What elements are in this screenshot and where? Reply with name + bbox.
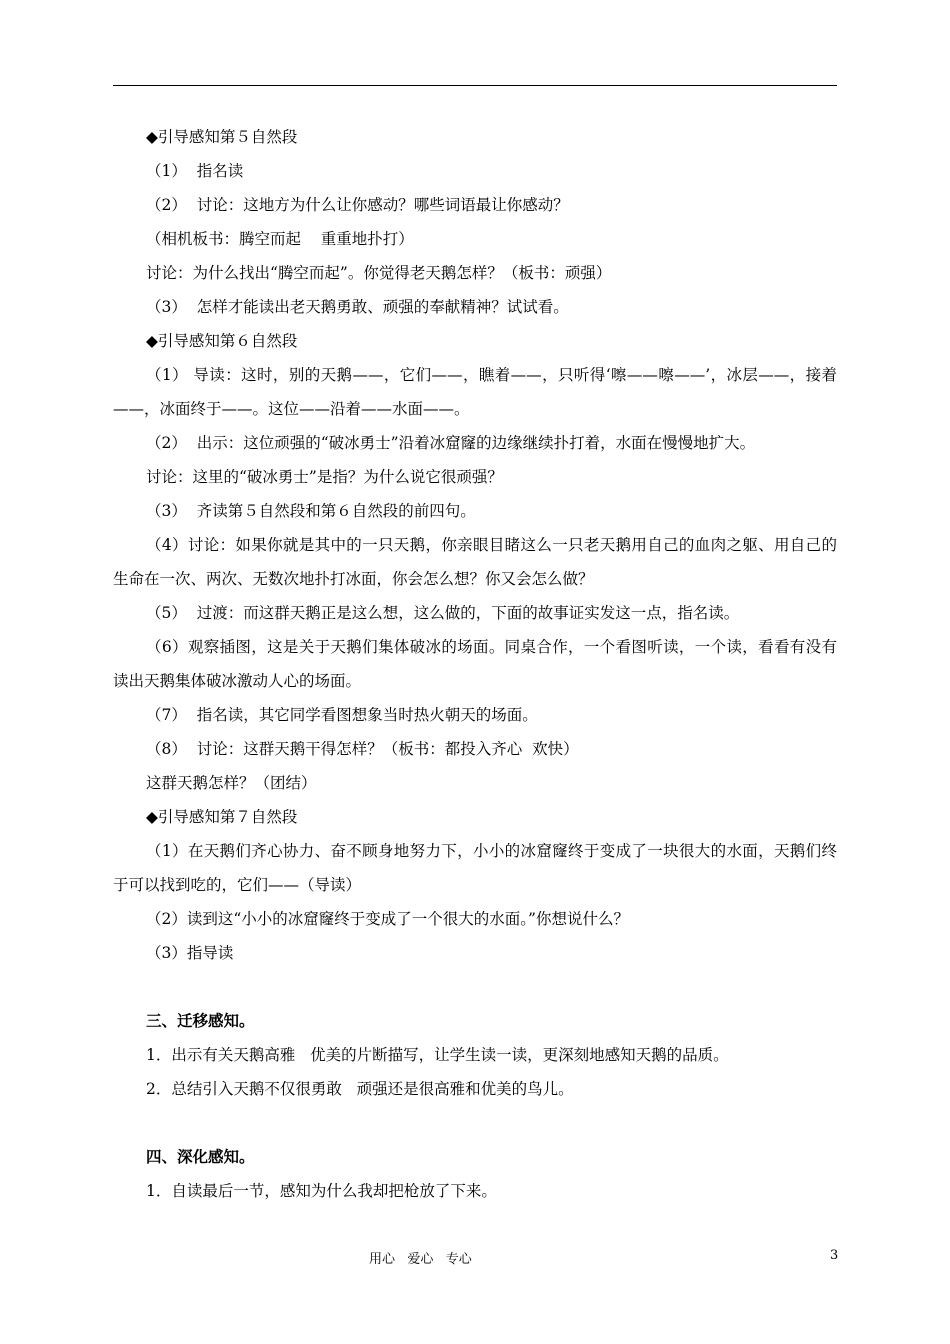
paragraph: （3） 怎样才能读出老天鹅勇敢、顽强的奉献精神？试试看。 xyxy=(146,298,569,316)
paragraph: （1）在天鹅们齐心协力、奋不顾身地努力下，小小的冰窟窿终于变成了一块很大的水面，天鹅们终于可以找到吃的，它们——（导读） xyxy=(113,842,837,894)
document-body xyxy=(113,120,837,1208)
paragraph: （6）观察插图，这是关于天鹅们集体破冰的场面。同桌合作，一个看图听读，一个读，看看有没有读出天鹅集体破冰激动人心的场面。 xyxy=(113,638,837,690)
paragraph: （2） 出示：这位顽强的“破冰勇士”沿着冰窟窿的边缘继续扑打着，水面在慢慢地扩大。 xyxy=(146,434,756,452)
list-item: 2．总结引入天鹅不仅很勇敢 顽强还是很高雅和优美的鸟儿。 xyxy=(146,1080,574,1098)
paragraph: （相机板书：腾空而起 重重地扑打） xyxy=(146,230,414,248)
paragraph: 讨论：这里的“破冰勇士”是指？为什么说它很顽强？ xyxy=(146,468,503,486)
section-heading: 三、迁移感知。 xyxy=(146,1011,255,1030)
page-footer xyxy=(0,1248,950,1270)
paragraph: （3）指导读 xyxy=(146,944,234,962)
paragraph: （7） 指名读，其它同学看图想象当时热火朝天的场面。 xyxy=(146,706,538,724)
paragraph: （2） 讨论：这地方为什么让你感动？哪些词语最让你感动？ xyxy=(146,196,569,214)
list-item: 1．出示有关天鹅高雅 优美的片断描写，让学生读一读，更深刻地感知天鹅的品质。 xyxy=(146,1046,729,1064)
paragraph: ◆引导感知第６自然段 xyxy=(146,332,298,350)
footer-motto: 用心 爱心 专心 xyxy=(369,1252,472,1267)
paragraph: （1） 导读：这时，别的天鹅——，它们——，瞧着——，只听得‘嚓——嚓——’，冰层——，接着——，冰面终于——。这位——沿着——水面——。 xyxy=(113,366,837,418)
paragraph: （4）讨论：如果你就是其中的一只天鹅，你亲眼目睹这么一只老天鹅用自己的血肉之躯、用自己的生命在一次、两次、无数次地扑打冰面，你会怎么想？你又会怎么做？ xyxy=(113,536,837,588)
section-heading: 四、深化感知。 xyxy=(146,1147,255,1166)
paragraph: 这群天鹅怎样？（团结） xyxy=(146,774,317,792)
paragraph: （8） 讨论：这群天鹅干得怎样？（板书：都投入齐心 欢快） xyxy=(146,740,579,758)
spacer xyxy=(113,1106,837,1140)
paragraph: （1） 指名读 xyxy=(146,162,244,180)
paragraph: （3） 齐读第５自然段和第６自然段的前四句。 xyxy=(146,502,476,520)
paragraph: （2）读到这“小小的冰窟窿终于变成了一个很大的水面。”你想说什么？ xyxy=(146,910,629,928)
list-item: 1．自读最后一节，感知为什么我却把枪放了下来。 xyxy=(146,1182,497,1200)
spacer xyxy=(113,970,837,1004)
paragraph: ◆引导感知第７自然段 xyxy=(146,808,298,826)
paragraph: 讨论：为什么找出“腾空而起”。你觉得老天鹅怎样？（板书：顽强） xyxy=(146,264,612,282)
paragraph: ◆引导感知第５自然段 xyxy=(146,128,298,146)
page-number: 3 xyxy=(830,1248,839,1263)
paragraph: （5） 过渡：而这群天鹅正是这么想，这么做的，下面的故事证实发这一点，指名读。 xyxy=(146,604,740,622)
header-rule xyxy=(113,85,837,86)
